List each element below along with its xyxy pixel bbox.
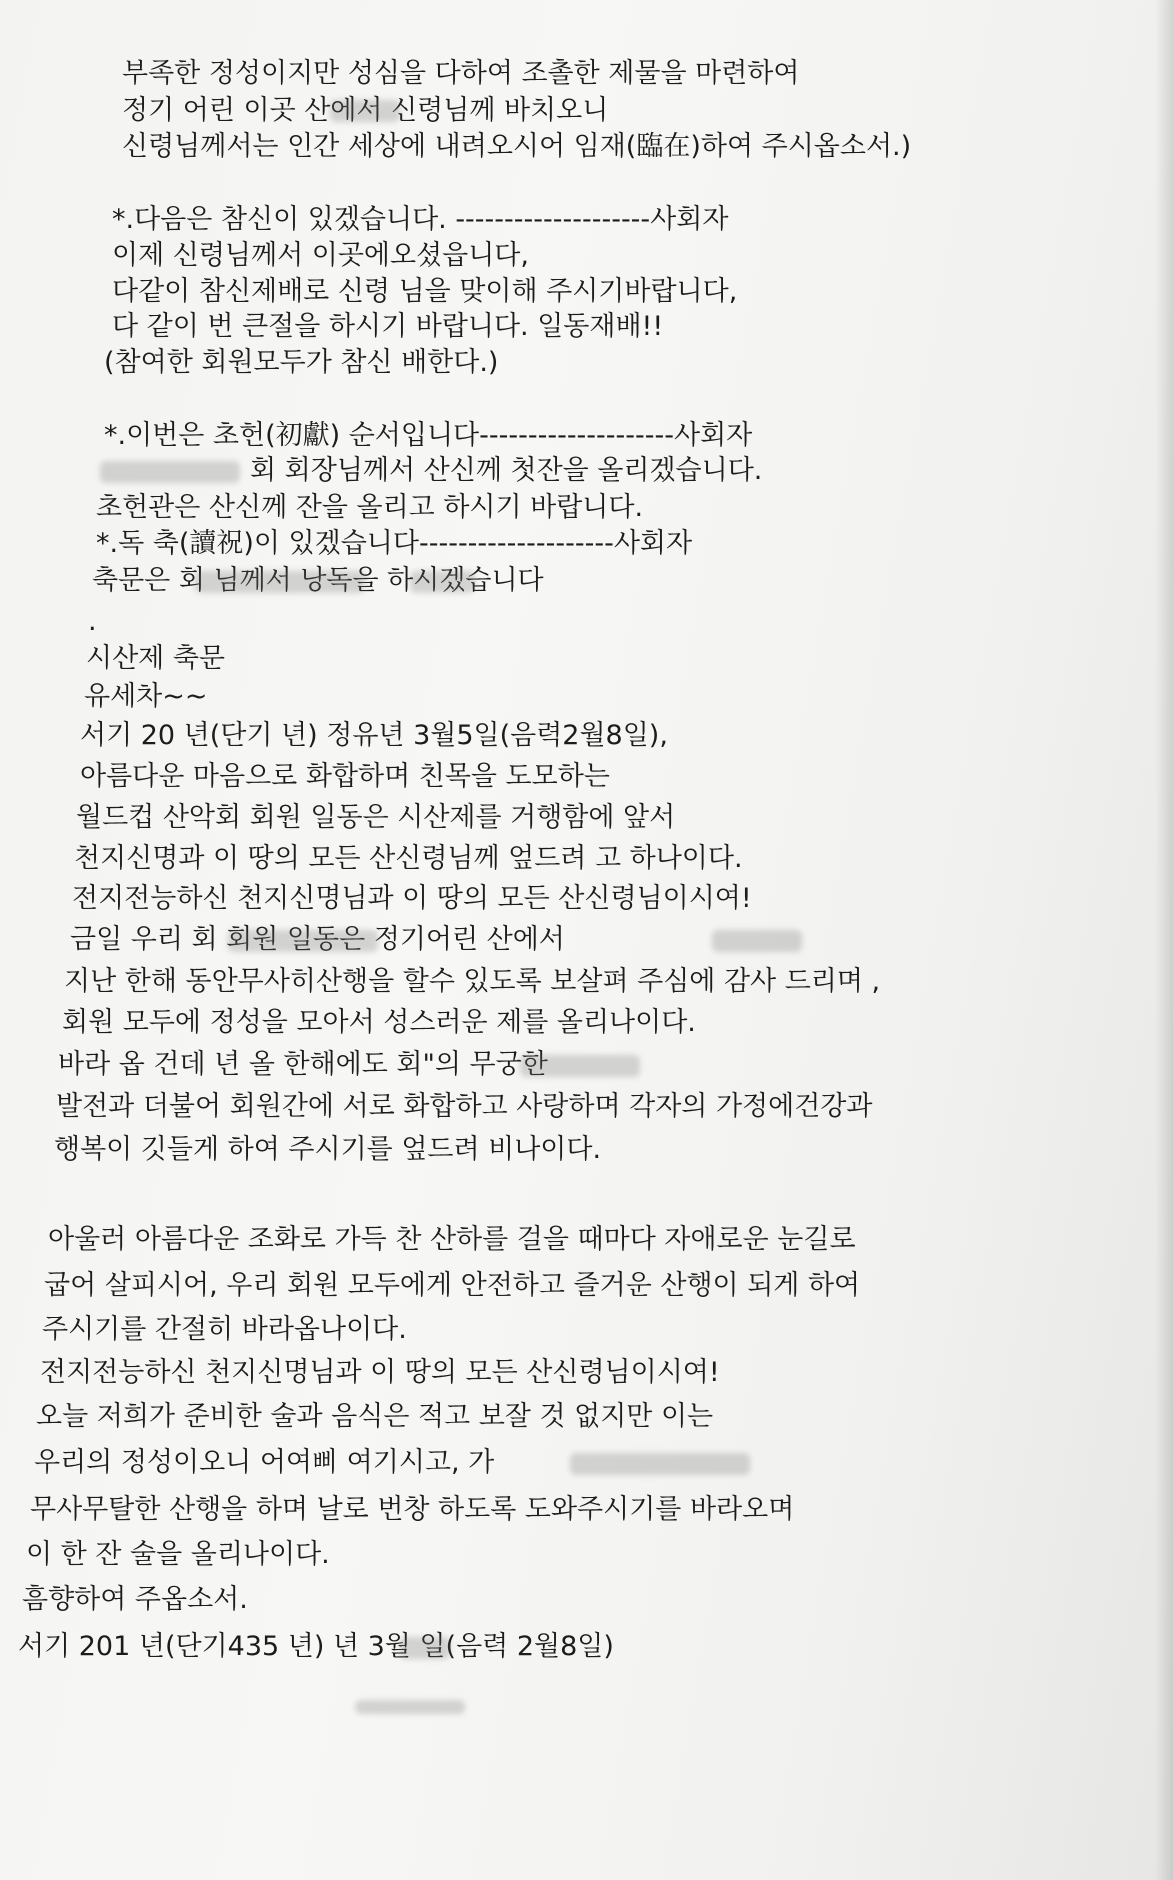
redaction-blur <box>330 100 400 122</box>
text-line-4: *.다음은 참신이 있겠습니다. --------------------사회자 <box>112 204 729 235</box>
text-line-8: (참여한 회원모두가 참신 배한다.) <box>104 347 499 378</box>
text-line-32: 오늘 저희가 준비한 술과 음식은 적고 보잘 것 없지만 이는 <box>36 1401 714 1432</box>
text-line-30: 주시기를 간절히 바라옵나이다. <box>42 1314 407 1345</box>
text-line-18: 아름다운 마음으로 화합하며 친목을 도모하는 <box>80 761 610 792</box>
text-line-27: 행복이 깃들게 하여 주시기를 엎드려 비나이다. <box>54 1134 602 1165</box>
redaction-blur <box>355 1700 465 1714</box>
text-line-33: 우리의 정성이오니 어여삐 여기시고, 가 <box>34 1447 495 1478</box>
text-line-31: 전지전능하신 천지신명님과 이 땅의 모든 산신령님이시여! <box>40 1357 720 1388</box>
text-line-15: 시산제 축문 <box>86 643 225 674</box>
text-line-12: *.독 축(讀祝)이 있겠습니다--------------------사회자 <box>96 528 693 559</box>
redaction-blur <box>712 930 802 952</box>
redaction-blur <box>195 571 365 593</box>
text-line-25: 바라 옵 건데 년 올 한해에도 회"의 무궁한 <box>58 1049 548 1080</box>
text-line-29: 굽어 살피시어, 우리 회원 모두에게 안전하고 즐거운 산행이 되게 하여 <box>44 1270 861 1301</box>
text-line-3: 신령님께서는 인간 세상에 내려오시어 임재(臨在)하여 주시옵소서.) <box>122 131 912 162</box>
text-line-11: 초헌관은 산신께 잔을 올리고 하시기 바랍니다. <box>96 492 644 523</box>
text-line-7: 다 같이 번 큰절을 하시기 바랍니다. 일동재배!! <box>112 311 664 342</box>
text-line-36: 흠향하여 주옵소서. <box>22 1584 248 1615</box>
redaction-blur <box>100 461 240 483</box>
text-line-24: 회원 모두에 정성을 모아서 성스러운 제를 올리나이다. <box>62 1007 696 1038</box>
text-line-22: 금일 우리 회 회원 일동은 정기어린 산에서 <box>70 924 565 955</box>
text-line-35: 이 한 잔 술을 올리나이다. <box>26 1539 330 1570</box>
page-edge-shadow <box>1155 0 1173 1880</box>
text-line-14: . <box>88 606 97 637</box>
text-line-19: 월드컵 산악회 회원 일동은 시산제를 거행함에 앞서 <box>76 802 676 833</box>
text-line-13: 축문은 회 님께서 낭독을 하시겠습니다 <box>92 565 544 596</box>
text-line-2: 정기 어린 이곳 산에서 신령님께 바치오니 <box>122 95 609 126</box>
text-line-26: 발전과 더불어 회원간에 서로 화합하고 사랑하며 각자의 가정에건강과 <box>56 1091 873 1122</box>
redaction-blur <box>520 1055 640 1077</box>
text-line-1: 부족한 정성이지만 성심을 다하여 조촐한 제물을 마련하여 <box>122 58 800 89</box>
text-line-34: 무사무탈한 산행을 하며 날로 번창 하도록 도와주시기를 바라오며 <box>30 1494 795 1525</box>
text-line-20: 천지신명과 이 땅의 모든 산신령님께 엎드려 고 하나이다. <box>74 843 743 874</box>
text-line-16: 유세차~~ <box>84 681 208 712</box>
text-line-21: 전지전능하신 천지신명님과 이 땅의 모든 산신령님이시여! <box>72 883 752 914</box>
text-line-23: 지난 한해 동안무사히산행을 할수 있도록 보살펴 주심에 감사 드리며 , <box>64 966 881 997</box>
text-line-5: 이제 신령님께서 이곳에오셨읍니다, <box>112 240 529 271</box>
redaction-blur <box>570 1453 750 1475</box>
redaction-blur <box>400 1637 450 1659</box>
text-line-10: 회 회장님께서 산신께 첫잔을 올리겠습니다. <box>250 455 763 486</box>
text-line-9: *.이번은 초헌(初獻) 순서입니다--------------------사회자 <box>104 420 753 451</box>
text-line-17: 서기 20 년(단기 년) 정유년 3월5일(음력2월8일), <box>80 720 668 751</box>
text-line-28: 아울러 아름다운 조화로 가득 찬 산하를 걸을 때마다 자애로운 눈길로 <box>48 1224 856 1255</box>
redaction-blur <box>410 571 475 593</box>
text-line-6: 다같이 참신제배로 신령 님을 맞이해 주시기바랍니다, <box>112 276 738 307</box>
redaction-blur <box>228 930 378 952</box>
text-line-37: 서기 201 년(단기435 년) 년 3월 일(음력 2월8일) <box>18 1631 614 1662</box>
